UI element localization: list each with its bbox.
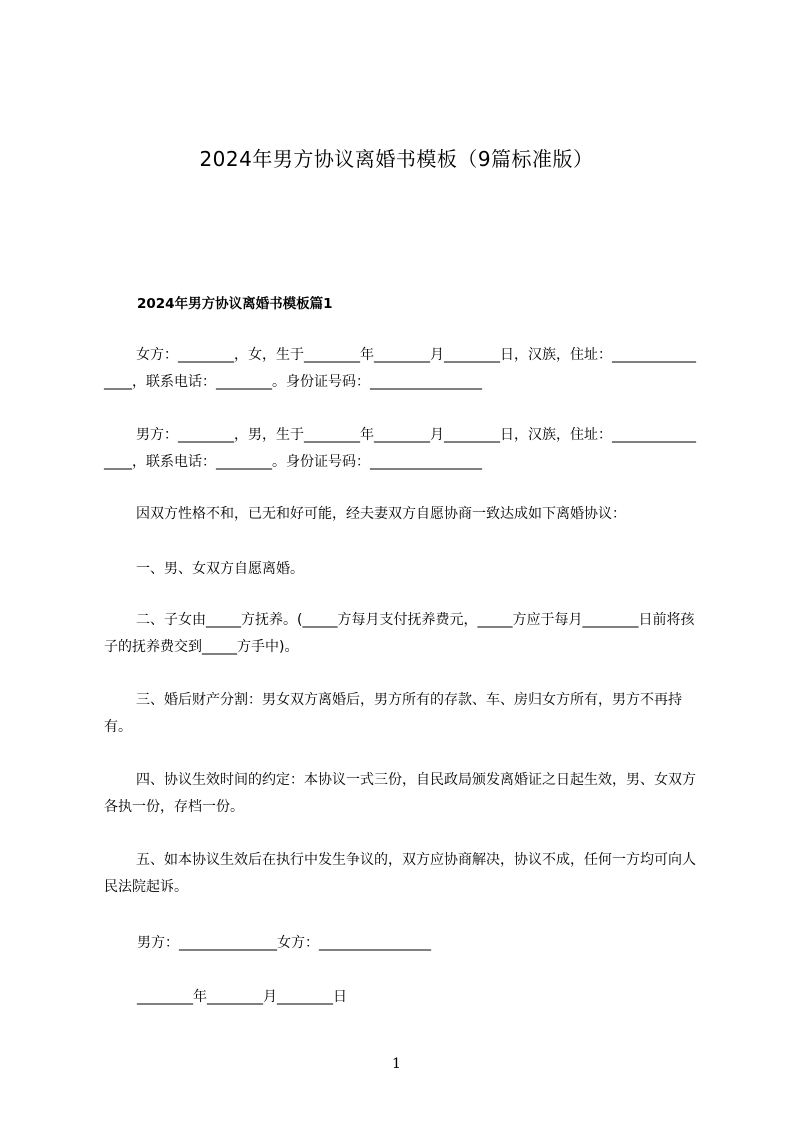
party-female-paragraph: 女方：________，女，生于________年________月________日，汉族，住址：________________，联系电话：________。身份证号码：________________: [104, 347, 696, 390]
clause-two-paragraph: 二、子女由_____方抚养。(_____方每月支付抚养费元，_____方应于每月________日前将孩子的抚养费交到_____方手中)。: [104, 612, 695, 655]
clause-five-paragraph: 五、如本协议生效后在执行中发生争议的，双方应协商解决，协议不成，任何一方均可向人民法院起诉。: [104, 852, 696, 895]
clause-one-paragraph: 一、男、女双方自愿离婚。: [136, 561, 304, 577]
signature-line: 男方：______________女方：________________: [137, 935, 431, 951]
party-male-paragraph: 男方：________，男，生于________年________月________日，汉族，住址：________________，联系电话：________。身份证号码：________________: [104, 427, 696, 470]
page-number: 1: [392, 1056, 401, 1072]
clause-four-paragraph: 四、协议生效时间的约定：本协议一式三份，自民政局颁发离婚证之日起生效，男、女双方各执一份，存档一份。: [104, 772, 696, 815]
clause-three-paragraph: 三、婚后财产分割：男女双方离婚后，男方所有的存款、车、房归女方所有，男方不再持有。: [104, 692, 682, 735]
date-line: ________年________月________日: [137, 989, 347, 1005]
agreement-intro-paragraph: 因双方性格不和，已无和好可能，经夫妻双方自愿协商一致达成如下离婚协议：: [136, 506, 626, 522]
document-title: 2024年男方协议离婚书模板（9篇标准版）: [199, 147, 594, 171]
section-heading: 2024年男方协议离婚书模板篇1: [137, 296, 333, 312]
